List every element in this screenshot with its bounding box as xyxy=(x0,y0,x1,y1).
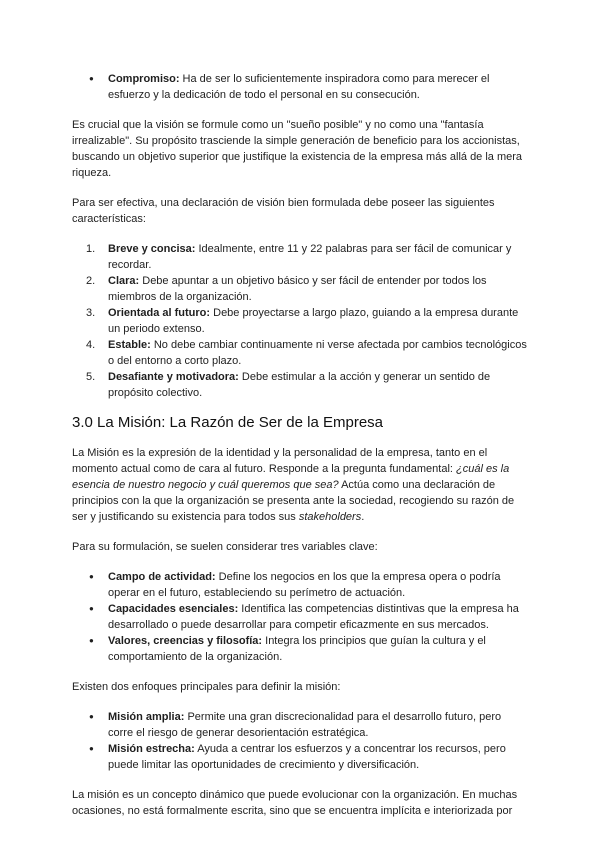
item-text: Define los negocios en los que la empresa opera o podría operar en el futuro, estableciendo su perímetro de actuación. xyxy=(108,571,501,599)
item-text: Ha de ser lo suficientemente inspiradora como para merecer el esfuerzo y la dedicación de todo el personal en su consecución. xyxy=(108,73,490,101)
item-text: Identifica las competencias distintivas que la empresa ha desarrollado o puede desarrollar para competir eficazmente en sus mercados. xyxy=(108,603,519,631)
variables-list xyxy=(72,569,528,665)
list-item xyxy=(72,273,528,305)
item-text: No debe cambiar continuamente ni verse afectada por cambios tecnológicos o del entorno a corto plazo. xyxy=(108,339,527,367)
paragraph-formulacion: Para su formulación, se suelen considerar tres variables clave: xyxy=(72,541,378,553)
list-item xyxy=(72,369,528,401)
mision-end: . xyxy=(361,511,365,523)
item-number: 5. xyxy=(86,371,96,383)
item-number: 1. xyxy=(86,243,96,255)
item-text: Integra los principios que guían la cultura y el comportamiento de la organización. xyxy=(108,635,486,663)
compromiso-list xyxy=(72,71,528,103)
item-text: Ayuda a centrar los esfuerzos y a concentrar los recursos, pero puede limitar las oportunidades de crecimiento y diversificación. xyxy=(108,743,506,771)
mision-question: ¿cuál es la esencia de nuestro negocio y cuál queremos que sea? xyxy=(72,463,510,491)
list-item xyxy=(72,741,528,773)
item-label: Clara: xyxy=(108,275,140,287)
item-label: Breve y concisa: xyxy=(108,243,196,255)
mision-text-2: Actúa como una declaración de principios con la que la organización se presenta ante la sociedad, recogiendo su razón de ser y justificando su existencia para todos sus xyxy=(72,479,515,523)
enfoques-list xyxy=(72,709,528,773)
item-label: Valores, creencias y filosofía: xyxy=(108,635,263,647)
list-item-compromiso xyxy=(72,71,528,103)
item-label: Estable: xyxy=(108,339,151,351)
item-text: Idealmente, entre 11 y 22 palabras para ser fácil de comunicar y recordar. xyxy=(108,243,512,271)
item-text: Permite una gran discrecionalidad para el desarrollo futuro, pero corre el riesgo de generar desorientación estratégica. xyxy=(108,711,502,739)
item-label: Campo de actividad: xyxy=(108,571,216,583)
item-number: 4. xyxy=(86,339,96,351)
item-label: Compromiso: xyxy=(108,73,180,85)
item-text: Debe estimular a la acción y generar un sentido de propósito colectivo. xyxy=(108,371,491,399)
mision-text-1: La Misión es la expresión de la identidad y la personalidad de la empresa, tanto en el momento actual como de cara al futuro. Responde a la pregunta fundamental: xyxy=(72,447,488,475)
item-number: 2. xyxy=(86,275,96,287)
list-item xyxy=(72,337,528,369)
item-text: Debe proyectarse a largo plazo, guiando a la empresa durante un periodo extenso. xyxy=(108,307,519,335)
list-item xyxy=(72,633,528,665)
stakeholders-term: stakeholders xyxy=(298,511,362,523)
list-item xyxy=(72,241,528,273)
paragraph-dinamico: La misión es un concepto dinámico que puede evolucionar con la organización. En muchas ocasiones, no está formalmente escrita, sino que se encuentra implícita e interiorizada por xyxy=(72,789,518,817)
item-label: Capacidades esenciales: xyxy=(108,603,239,615)
list-item xyxy=(72,601,528,633)
list-item xyxy=(72,305,528,337)
item-label: Misión estrecha: xyxy=(108,743,195,755)
caracteristicas-list xyxy=(72,241,528,401)
paragraph-mision xyxy=(72,445,528,525)
item-label: Desafiante y motivadora: xyxy=(108,371,239,383)
item-label: Orientada al futuro: xyxy=(108,307,211,319)
item-text: Debe apuntar a un objetivo básico y ser fácil de entender por todos los miembros de la organización. xyxy=(108,275,487,303)
section-heading: 3.0 La Misión: La Razón de Ser de la Empresa xyxy=(72,414,384,431)
item-number: 3. xyxy=(86,307,96,319)
list-item xyxy=(72,709,528,741)
list-item xyxy=(72,569,528,601)
paragraph-vision-crucial: Es crucial que la visión se formule como un "sueño posible" y no como una "fantasía irrealizable". Su propósito trasciende la simple generación de beneficio para los accionistas, buscando un objetivo superior que justifique la existencia de la empresa más allá de la mera riqueza. xyxy=(72,119,523,179)
item-label: Misión amplia: xyxy=(108,711,185,723)
paragraph-enfoques: Existen dos enfoques principales para definir la misión: xyxy=(72,681,341,693)
paragraph-efectiva: Para ser efectiva, una declaración de visión bien formulada debe poseer las siguientes características: xyxy=(72,197,495,225)
